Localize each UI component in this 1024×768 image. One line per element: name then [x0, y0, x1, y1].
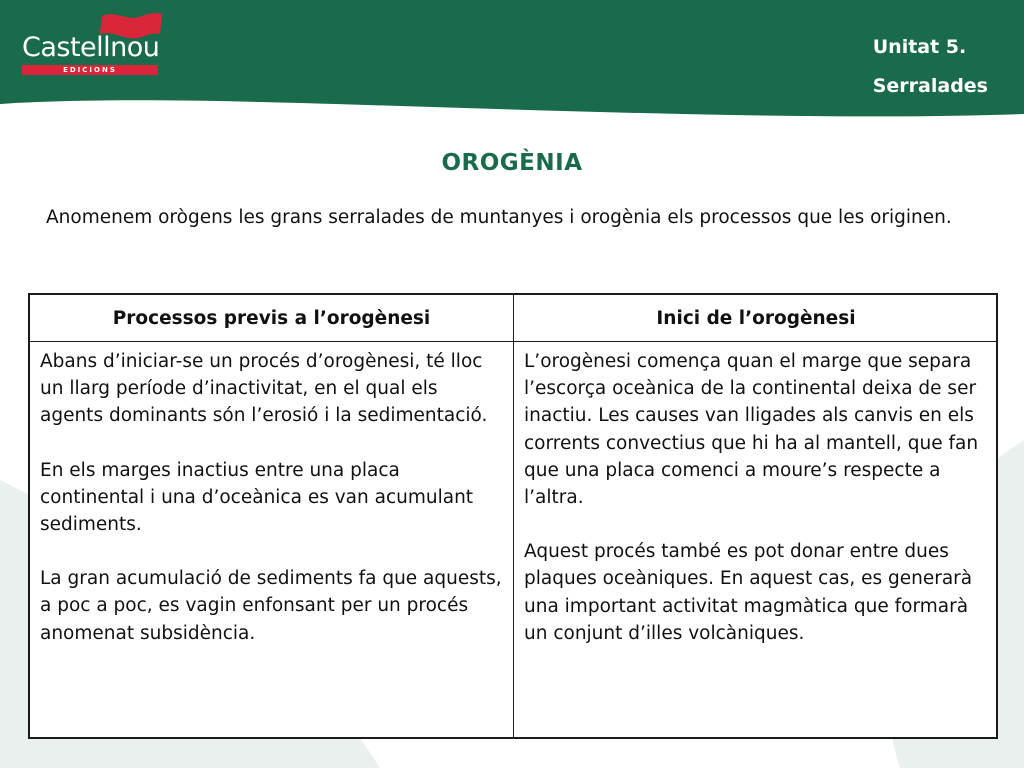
table-cell-orogeny-start — [514, 342, 998, 737]
table-header-orogeny-start: Inici de l’orogènesi — [514, 295, 998, 342]
table-paragraph: Aquest procés també es pot donar entre dues plaques oceàniques. En aquest cas, es generarà una important activitat magmàtica que formarà un conjunt d’illes volcàniques. — [524, 541, 973, 644]
castellnou-logo — [22, 8, 162, 78]
table-paragraph: La gran acumulació de sediments fa que aquests, a poc a poc, es vagin enfonsant per un procés anomenat subsidència. — [40, 568, 502, 644]
orogeny-table — [28, 293, 998, 739]
table-cell-previous-processes — [30, 342, 514, 737]
intro-text: Anomenem orògens les grans serralades de muntanyes i orogènia els processos que les originen. — [46, 207, 952, 228]
unit-title — [873, 28, 988, 106]
page-title: OROGÈNIA — [441, 150, 583, 176]
unit-name: Serralades — [872, 75, 988, 97]
table-paragraph: L’orogènesi comença quan el marge que separa l’escorça oceànica de la continental deixa de ser inactiu. Les causes van lligades als canvis en els corrents convectius que hi ha al mantell, que fan que una placa comenci a moure’s respecte a l’altra. — [524, 351, 979, 509]
unit-number: Unitat 5. — [872, 36, 967, 58]
logo-wordmark: Castellnou — [22, 32, 160, 63]
table-paragraph: En els marges inactius entre una placa continental i una d’oceànica es van acumulant sediments. — [40, 459, 474, 536]
logo-tagline: EDICIONS — [22, 65, 158, 75]
table-paragraph: Abans d’iniciar-se un procés d’orogènesi, té lloc un llarg període d’inactivitat, en el qual els agents dominants són l’erosió i la sedimentació. — [40, 351, 488, 427]
table-header-previous-processes: Processos previs a l’orogènesi — [30, 295, 514, 342]
